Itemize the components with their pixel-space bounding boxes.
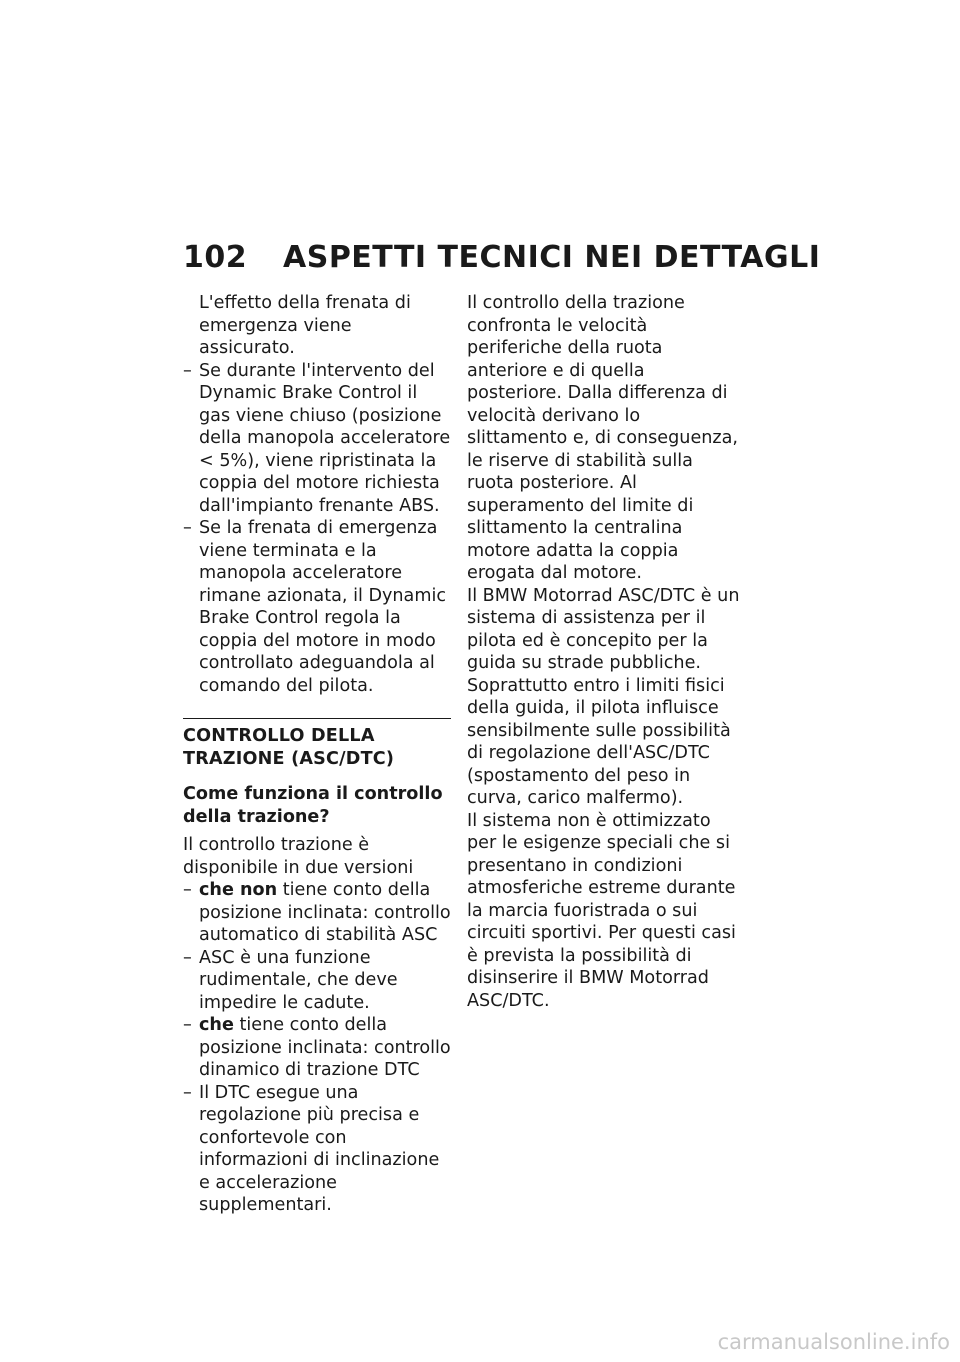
list-item-text: Se la frenata di emergenza viene terminata e la manopola acceleratore rimane azionata, il Dynamic Brake Control regola la coppia del motore in modo controllato adeguandola al comando del pilota. (199, 518, 447, 696)
right-column (467, 292, 742, 1012)
watermark-text: carmanualsonline.info (717, 1330, 950, 1354)
body-paragraph: Il BMW Motorrad ASC/DTC è un sistema di assistenza per il pilota ed è concepito per la guida su strade pubbliche. Soprattutto entro i limiti fisici della guida, il pilota influisce sensibilmente sulle possibilità di regolazione dell'ASC/DTC (spostamento del peso in curva, carico malfermo). (467, 585, 740, 808)
list-item (183, 947, 451, 1015)
list-item-bold: che non (199, 880, 278, 900)
subsection-title: Come funziona il controllo della trazione? (183, 784, 443, 827)
list-item-text: Se durante l'intervento del Dynamic Brake Control il gas viene chiuso (posizione della manopola acceleratore < 5%), viene ripristinata la coppia del motore richiesta dall'impianto frenante ABS. (199, 360, 451, 516)
page-number: 102 (183, 240, 248, 275)
dash-bullet: – (183, 1015, 192, 1035)
list-item (183, 360, 451, 518)
body-paragraph: Il controllo della trazione confronta le velocità periferiche della ruota anteriore e di quella posteriore. Dalla differenza di velocità derivano lo slittamento e, di conseguenza, le riserve di stabilità sulla ruota posteriore. Al superamento del limite di slittamento la centralina motore adatta la coppia erogata dal motore. (467, 293, 739, 583)
section-divider (183, 718, 451, 719)
section-title: CONTROLLO DELLA TRAZIONE (ASC/DTC) (183, 726, 395, 769)
intro-paragraph: L'effetto della frenata di emergenza viene assicurato. (199, 293, 411, 358)
chapter-title: ASPETTI TECNICI NEI DETTAGLI (283, 240, 821, 275)
list-item-text: ASC è una funzione rudimentale, che deve impedire le cadute. (199, 947, 398, 1013)
dash-bullet: – (183, 360, 192, 381)
versions-paragraph: Il controllo trazione è disponibile in due versioni (183, 835, 414, 878)
page-header (183, 240, 820, 275)
list-item (183, 517, 451, 697)
list-item-text: tiene conto della posizione inclinata: controllo dinamico di trazione DTC (199, 1015, 451, 1080)
body-paragraph: Il sistema non è ottimizzato per le esigenze speciali che si presentano in condizioni atmosferiche estreme durante la marcia fuoristrada o sui circuiti sportivi. Per questi casi è prevista la possibilità di disinserire il BMW Motorrad ASC/DTC. (467, 810, 736, 1011)
list-item-text: tiene conto della posizione inclinata: controllo automatico di stabilità ASC (199, 880, 451, 945)
list-item (183, 1082, 451, 1217)
dash-bullet: – (183, 1082, 192, 1103)
list-item-bold: che (199, 1015, 234, 1035)
dash-bullet: – (183, 880, 192, 900)
list-item (183, 879, 451, 947)
dash-bullet: – (183, 518, 192, 538)
list-item-text: Il DTC esegue una regolazione più precisa e confortevole con informazioni di inclinazione e accelerazione supplementari. (199, 1082, 440, 1215)
left-column (183, 292, 451, 1217)
dash-bullet: – (183, 947, 192, 968)
list-item (183, 1014, 451, 1082)
